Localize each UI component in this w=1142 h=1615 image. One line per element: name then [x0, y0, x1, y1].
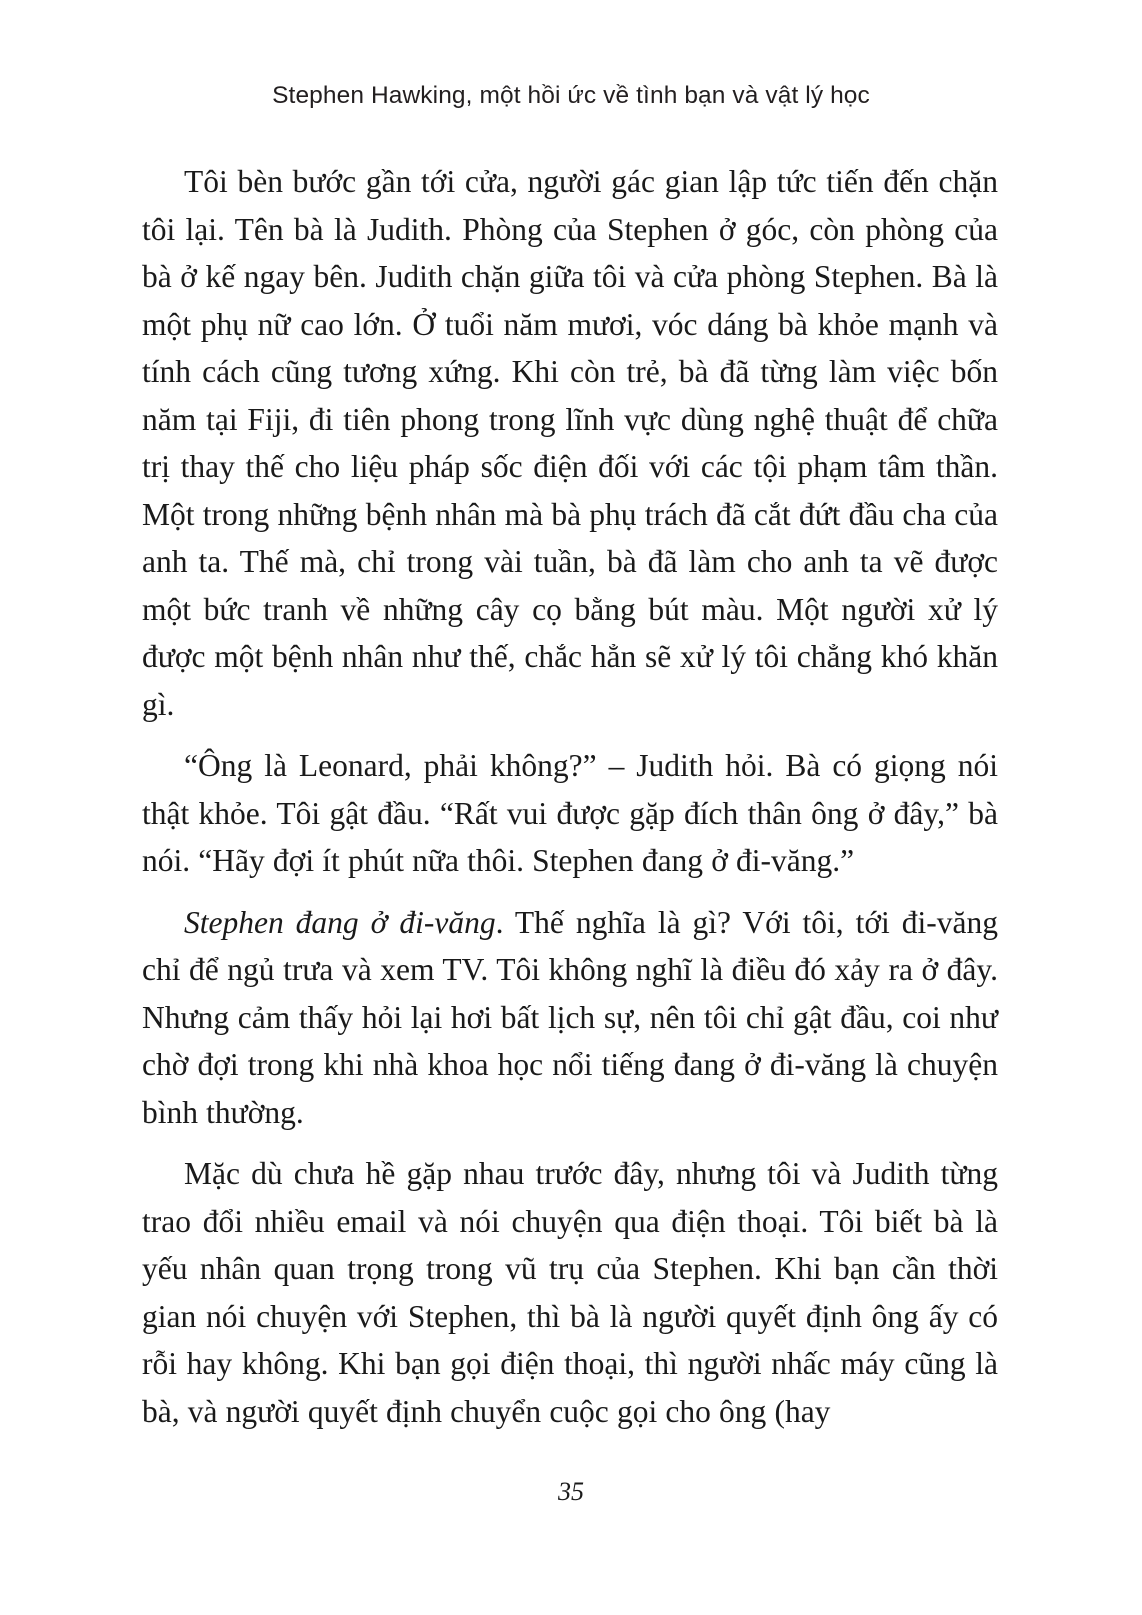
body-paragraph-3-text: . Thế nghĩa là gì? Với tôi, tới đi-văng chỉ để ngủ trưa và xem TV. Tôi không nghĩ là điều đó xảy ra ở đây. Nhưng cảm thấy hỏi lại hơi bất lịch sự, nên tôi chỉ gật đầu, coi như chờ đợi trong khi nhà khoa học nổi tiếng đang ở đi-văng là chuyện bình thường.	[142, 904, 998, 1130]
body-paragraph-2: “Ông là Leonard, phải không?” – Judith hỏi. Bà có giọng nói thật khỏe. Tôi gật đầu. “Rất vui được gặp đích thân ông ở đây,” bà nói. “Hãy đợi ít phút nữa thôi. Stephen đang ở đi-văng.”	[142, 748, 998, 878]
body-paragraph-4: Mặc dù chưa hề gặp nhau trước đây, nhưng tôi và Judith từng trao đổi nhiều email và nói chuyện qua điện thoại. Tôi biết bà là yếu nhân quan trọng trong vũ trụ của Stephen. Khi bạn cần thời gian nói chuyện với Stephen, thì bà là người quyết định ông ấy có rỗi hay không. Khi bạn gọi điện thoại, thì người nhấc máy cũng là bà, và người quyết định chuyển cuộc gọi cho ông (hay	[142, 1156, 998, 1429]
body-paragraph-1: Tôi bèn bước gần tới cửa, người gác gian lập tức tiến đến chặn tôi lại. Tên bà là Judith. Phòng của Stephen ở góc, còn phòng của bà ở kế ngay bên. Judith chặn giữa tôi và cửa phòng Stephen. Bà là một phụ nữ cao lớn. Ở tuổi năm mươi, vóc dáng bà khỏe mạnh và tính cách cũng tương xứng. Khi còn trẻ, bà đã từng làm việc bốn năm tại Fiji, đi tiên phong trong lĩnh vực dùng nghệ thuật để chữa trị thay thế cho liệu pháp sốc điện đối với các tội phạm tâm thần. Một trong những bệnh nhân mà bà phụ trách đã cắt đứt đầu cha của anh ta. Thế mà, chỉ trong vài tuần, bà đã làm cho anh ta vẽ được một bức tranh về những cây cọ bằng bút màu. Một người xử lý được một bệnh nhân như thế, chắc hẳn sẽ xử lý tôi chẳng khó khăn gì.	[142, 164, 998, 722]
running-head: Stephen Hawking, một hồi ức về tình bạn và vật lý học	[272, 82, 870, 109]
italic-lead-phrase: Stephen đang ở đi-văng	[184, 904, 496, 940]
body-text-column	[142, 158, 998, 1435]
body-paragraph-3	[142, 899, 998, 1137]
page-number: 35	[558, 1477, 584, 1506]
